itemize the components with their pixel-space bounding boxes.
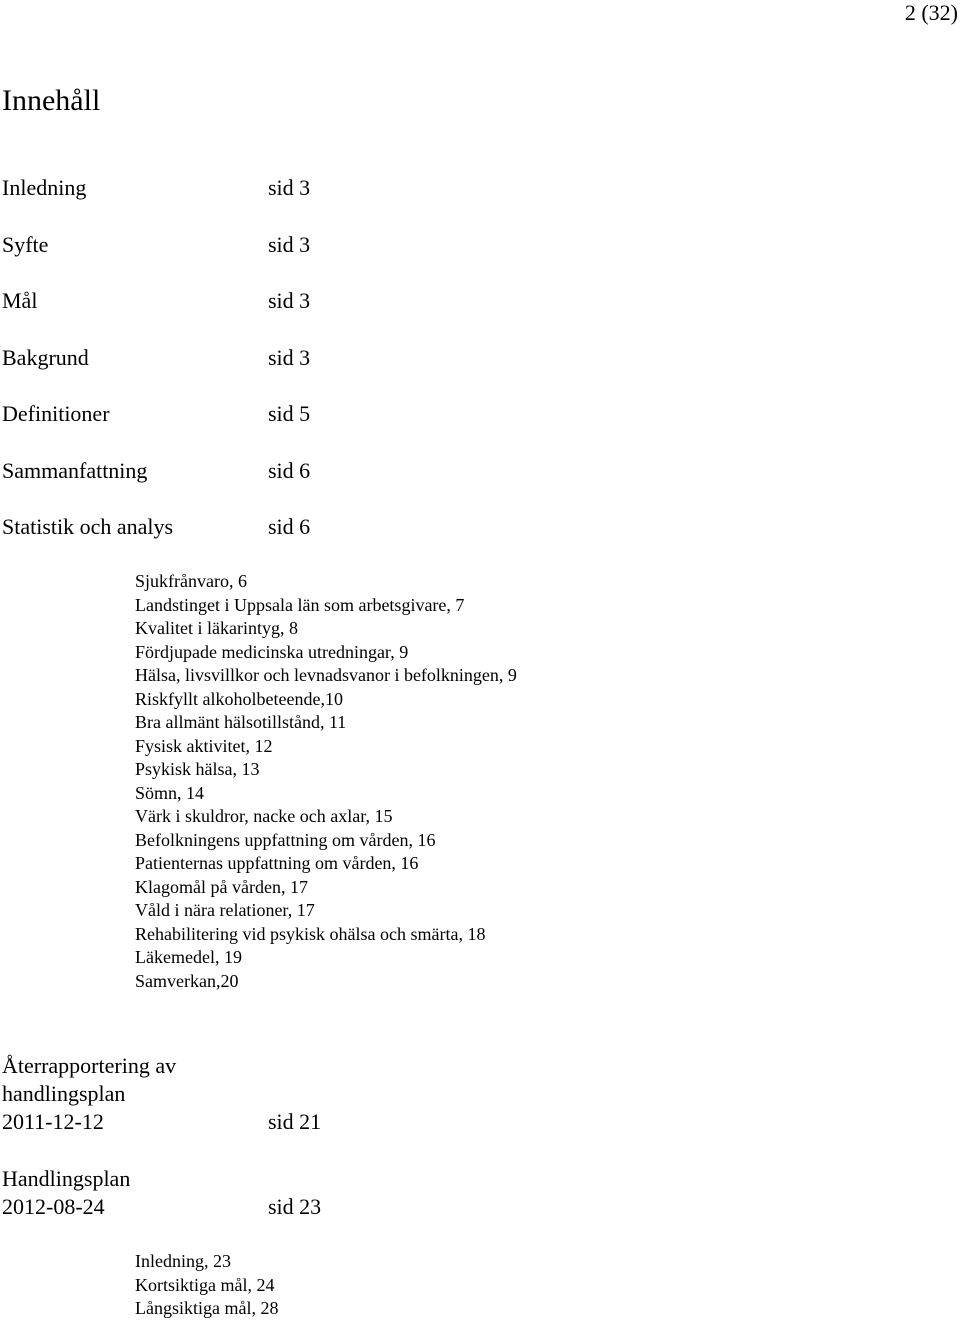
toc-entry-label: Statistik och analys xyxy=(2,514,174,539)
toc-entry-bakgrund[interactable] xyxy=(2,344,422,401)
list-item[interactable]: Psykisk hälsa, 13 xyxy=(135,759,260,779)
toc-entry-statistik[interactable] xyxy=(2,513,422,570)
toc-entry-label: Definitioner xyxy=(2,401,110,426)
toc-entry-page: sid 6 xyxy=(268,514,311,539)
list-item[interactable]: Befolkningens uppfattning om vården, 16 xyxy=(135,829,436,850)
report-date-row xyxy=(2,1108,422,1136)
toc-entry-page: sid 5 xyxy=(268,401,311,426)
toc-entry-label: Sammanfattning xyxy=(2,457,148,483)
plan-date: 2012-08-24 xyxy=(2,1194,105,1219)
plan-title: Handlingsplan xyxy=(2,1166,131,1191)
toc-entry-page: sid 6 xyxy=(268,457,311,483)
toc-entry-definitioner[interactable] xyxy=(2,400,422,457)
toc-entry-page: sid 3 xyxy=(268,288,311,313)
list-item[interactable]: Läkemedel, 19 xyxy=(135,947,242,967)
report-date: 2011-12-12 xyxy=(2,1109,104,1134)
list-item[interactable]: Kortsiktiga mål, 24 xyxy=(135,1274,275,1295)
page-number: 2 (32) xyxy=(904,0,958,25)
list-item[interactable]: Kvalitet i läkarintyg, 8 xyxy=(135,618,298,638)
list-item[interactable]: Sömn, 14 xyxy=(135,782,205,803)
plan-date-row xyxy=(2,1193,422,1221)
list-item[interactable]: Patienternas uppfattning om vården, 16 xyxy=(135,853,419,873)
toc-entry-mal[interactable] xyxy=(2,287,422,344)
list-item[interactable]: Sjukfrånvaro, 6 xyxy=(135,571,247,591)
list-item[interactable]: Samverkan,20 xyxy=(135,970,239,991)
plan-subsection-list xyxy=(135,1250,278,1321)
toc-entry-page: sid 3 xyxy=(268,175,311,200)
list-item[interactable]: Rehabilitering vid psykisk ohälsa och smärta, 18 xyxy=(135,923,486,944)
list-item[interactable]: Våld i nära relationer, 17 xyxy=(135,900,315,920)
list-item[interactable]: Fördjupade medicinska utredningar, 9 xyxy=(135,641,409,662)
list-item[interactable]: Klagomål på vården, 17 xyxy=(135,876,308,897)
report-title-line-2: handlingsplan xyxy=(2,1081,126,1106)
toc-entry-page: sid 3 xyxy=(268,344,311,370)
statistics-subsection-list xyxy=(135,570,517,993)
list-item[interactable]: Inledning, 23 xyxy=(135,1251,231,1271)
toc-entry-page: sid 21 xyxy=(268,1109,322,1134)
list-item[interactable]: Värk i skuldror, nacke och axlar, 15 xyxy=(135,806,393,826)
list-item[interactable]: Landstinget i Uppsala län som arbetsgivare, 7 xyxy=(135,594,465,615)
toc-entry-handlingsplan[interactable] xyxy=(2,1165,422,1221)
toc-entry-label: Syfte xyxy=(2,231,49,257)
toc-entry-label: Bakgrund xyxy=(2,344,89,370)
table-of-contents xyxy=(2,174,422,570)
toc-entry-inledning[interactable] xyxy=(2,174,422,231)
list-item[interactable]: Riskfyllt alkoholbeteende,10 xyxy=(135,688,343,709)
toc-entry-label: Inledning xyxy=(2,175,87,200)
report-title-line-1: Återrapportering av xyxy=(2,1053,177,1078)
page-title: Innehåll xyxy=(2,84,101,117)
toc-entry-page: sid 3 xyxy=(268,231,311,257)
toc-entry-aterrapportering[interactable] xyxy=(2,1052,422,1136)
toc-entry-label: Mål xyxy=(2,288,38,313)
toc-entry-sammanfattning[interactable] xyxy=(2,457,422,514)
toc-entry-page: sid 23 xyxy=(268,1194,322,1219)
list-item[interactable]: Hälsa, livsvillkor och levnadsvanor i befolkningen, 9 xyxy=(135,665,517,685)
list-item[interactable]: Långsiktiga mål, 28 xyxy=(135,1298,279,1318)
list-item[interactable]: Fysisk aktivitet, 12 xyxy=(135,735,273,756)
list-item[interactable]: Bra allmänt hälsotillstånd, 11 xyxy=(135,712,347,732)
toc-entry-syfte[interactable] xyxy=(2,231,422,288)
